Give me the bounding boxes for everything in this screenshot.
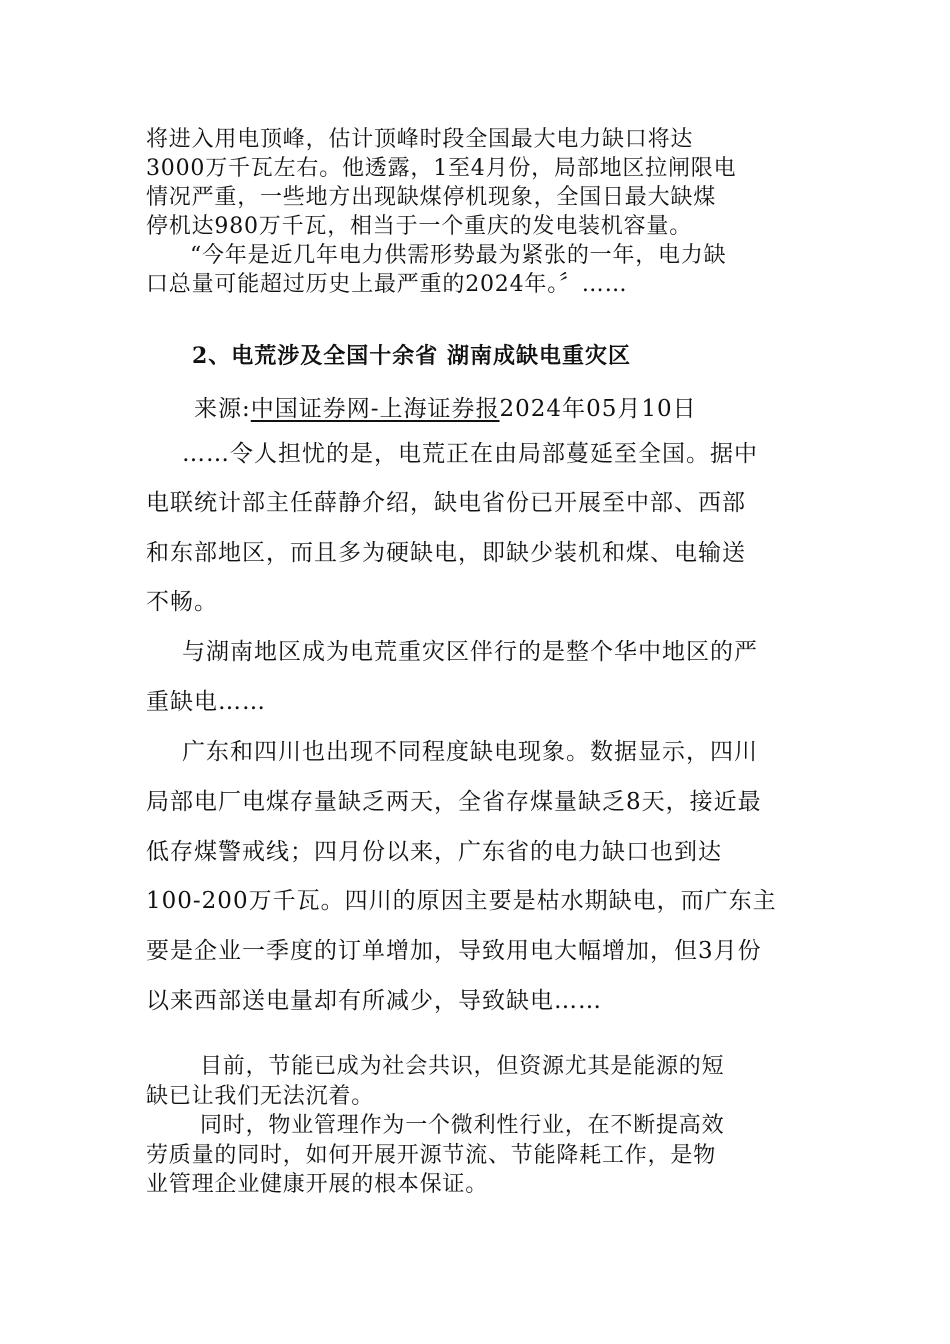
paragraph-line: 局部电厂电煤存量缺乏两天，全省存煤量缺乏8天，接近最 bbox=[146, 789, 762, 815]
section-heading: 2、电荒涉及全国十余省 湖南成缺电重灾区 bbox=[192, 343, 631, 369]
closing-line: 劳质量的同时，如何开展开源节流、节能降耗工作，是物 bbox=[146, 1143, 717, 1168]
paragraph-line: 低存煤警戒线；四月份以来，广东省的电力缺口也到达 bbox=[146, 839, 722, 865]
paragraph-line: ……令人担忧的是，电荒正在由局部蔓延至全国。据中 bbox=[182, 441, 758, 467]
paragraph-line: 广东和四川也出现不同程度缺电现象。数据显示，四川 bbox=[182, 739, 758, 765]
paragraph-line: 与湖南地区成为电荒重灾区伴行的是整个华中地区的严 bbox=[182, 639, 758, 665]
source-prefix: 来源: bbox=[194, 396, 251, 422]
closing-line: 缺已让我们无法沉着。 bbox=[146, 1084, 375, 1109]
closing-line: 同时，物业管理作为一个微利性行业，在不断提高效 bbox=[200, 1113, 725, 1138]
text-line: 3000万千瓦左右。他透露，1至4月份，局部地区拉闸限电 bbox=[146, 156, 737, 181]
closing-line: 目前，节能已成为社会共识，但资源尤其是能源的短 bbox=[200, 1054, 725, 1079]
source-link[interactable]: 中国证券网-上海证券报 bbox=[250, 396, 500, 422]
paragraph-line: 100-200万千瓦。四川的原因主要是枯水期缺电，而广东主 bbox=[146, 888, 777, 914]
paragraph-line: 不畅。 bbox=[146, 589, 218, 615]
text-line: 情况严重，一些地方出现缺煤停机现象，全国日最大缺煤 bbox=[146, 185, 717, 210]
paragraph-line: 电联统计部主任薛静介绍，缺电省份已开展至中部、西部 bbox=[146, 490, 746, 516]
source-date: 2024年05月10日 bbox=[499, 396, 697, 422]
paragraph-line: 和东部地区，而且多为硬缺电，即缺少装机和煤、电输送 bbox=[146, 540, 746, 566]
text-line: 停机达980万千瓦，相当于一个重庆的发电装机容量。 bbox=[146, 214, 692, 239]
paragraph-line: 重缺电…… bbox=[146, 689, 266, 715]
quote-line: “今年是近几年电力供需形势最为紧张的一年，电力缺 bbox=[190, 243, 727, 268]
paragraph-line: 要是企业一季度的订单增加，导致用电大幅增加，但3月份 bbox=[146, 938, 762, 964]
text-line: 将进入用电顶峰，估计顶峰时段全国最大电力缺口将达 bbox=[146, 127, 694, 152]
source-line bbox=[194, 390, 697, 423]
closing-line: 业管理企业健康开展的根本保证。 bbox=[146, 1172, 489, 1197]
paragraph-line: 以来西部送电量却有所减少，导致缺电…… bbox=[146, 988, 602, 1014]
quote-line: 口总量可能超过历史上最严重的2024年。〞…… bbox=[146, 272, 628, 297]
